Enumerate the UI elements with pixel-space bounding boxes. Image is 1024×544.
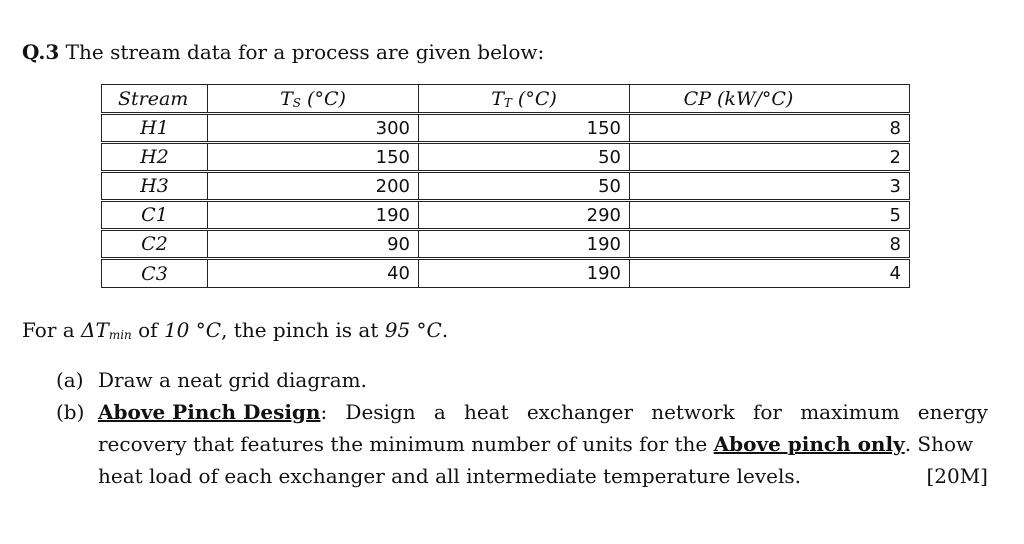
target-temp: 50 <box>419 172 630 201</box>
stream-name: H3 <box>102 172 208 201</box>
heat-capacity: 2 <box>630 143 910 172</box>
header-stream: Stream <box>102 85 208 114</box>
table-row <box>102 230 910 259</box>
part-a <box>56 364 367 396</box>
stream-data-table <box>101 84 910 288</box>
stream-name: C2 <box>102 230 208 259</box>
supply-temp: 150 <box>208 143 419 172</box>
pinch-temperature: 95 °C <box>384 318 442 342</box>
part-a-text: Draw a neat grid diagram. <box>98 368 367 392</box>
target-temp: 150 <box>419 114 630 143</box>
header-supply-temp: $T_S$ (°C) <box>208 85 419 114</box>
target-temp: 190 <box>419 230 630 259</box>
stream-name: H1 <box>102 114 208 143</box>
part-b-line-1: (b) Above Pinch Design: Design a heat exchanger network for maximum energy <box>56 396 988 428</box>
delta-t-min-symbol: $\Delta T_{min}$ <box>81 318 132 342</box>
marks-label: [20M] <box>926 464 988 488</box>
supply-temp: 190 <box>208 201 419 230</box>
part-b-label: (b) <box>56 400 85 424</box>
heat-capacity: 4 <box>630 259 910 288</box>
pinch-statement: For a $\Delta T_{min}$ of 10 °C, the pinch is at 95 °C. <box>22 318 449 342</box>
part-b-line-3: heat load of each exchanger and all intermediate temperature levels. [20M] <box>56 460 988 492</box>
stream-name: C1 <box>102 201 208 230</box>
target-temp: 50 <box>419 143 630 172</box>
stream-name: C3 <box>102 259 208 288</box>
target-temp: 290 <box>419 201 630 230</box>
heat-capacity: 8 <box>630 230 910 259</box>
question-heading <box>22 40 544 64</box>
table-row <box>102 259 910 288</box>
header-target-temp: $T_T$ (°C) <box>419 85 630 114</box>
stream-name: H2 <box>102 143 208 172</box>
question-text: The stream data for a process are given below: <box>65 40 545 64</box>
part-b-title: Above Pinch Design <box>98 400 321 424</box>
part-b <box>56 396 988 492</box>
part-b-line-2: recovery that features the minimum number of units for the Above pinch only. Show <box>98 432 974 456</box>
part-a-label: (a) <box>56 368 84 392</box>
supply-temp: 90 <box>208 230 419 259</box>
table-row <box>102 114 910 143</box>
header-heat-capacity: CP (kW/°C) <box>630 85 910 114</box>
table-row <box>102 172 910 201</box>
above-pinch-only-emphasis: Above pinch only <box>713 432 905 456</box>
heat-capacity: 8 <box>630 114 910 143</box>
supply-temp: 200 <box>208 172 419 201</box>
supply-temp: 300 <box>208 114 419 143</box>
table-header-row <box>102 85 910 114</box>
supply-temp: 40 <box>208 259 419 288</box>
heat-capacity: 5 <box>630 201 910 230</box>
heat-capacity: 3 <box>630 172 910 201</box>
delta-t-min-value: 10 °C <box>163 318 222 342</box>
table-row <box>102 143 910 172</box>
question-number: Q.3 <box>22 40 60 64</box>
target-temp: 190 <box>419 259 630 288</box>
table-row <box>102 201 910 230</box>
